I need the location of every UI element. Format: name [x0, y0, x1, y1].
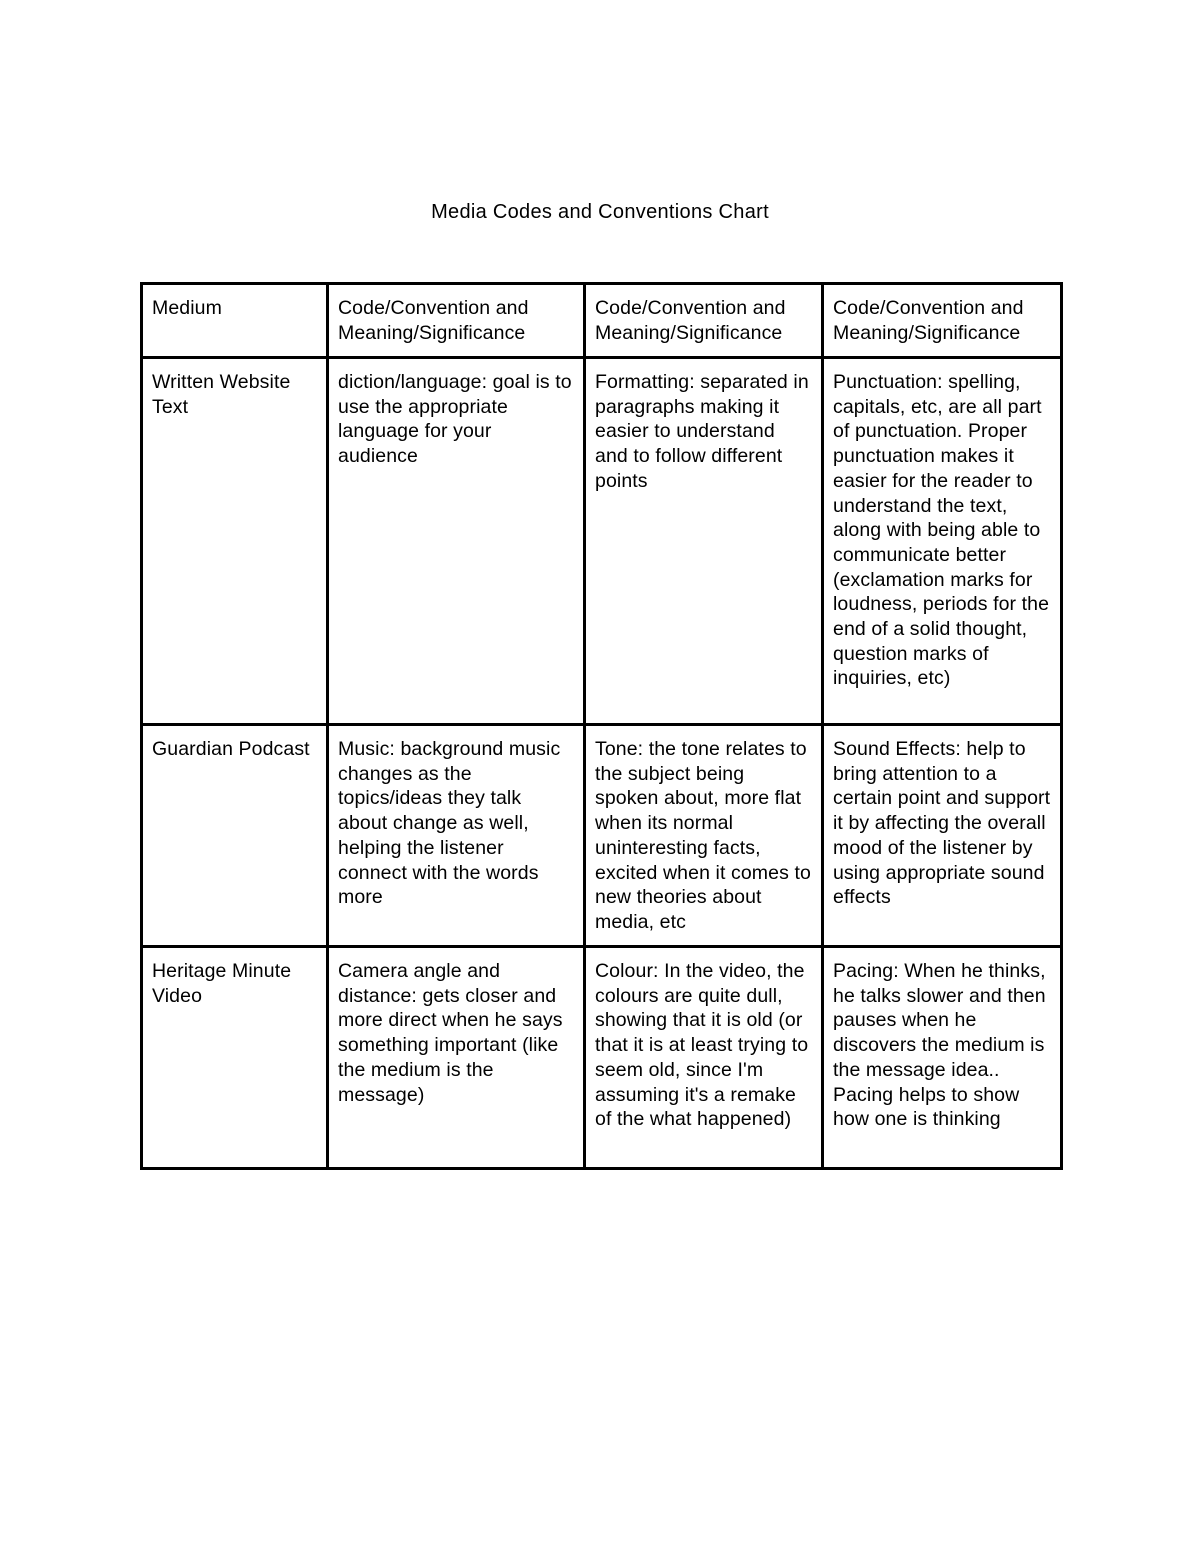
page-title: Media Codes and Conventions Chart [431, 201, 769, 223]
table-row-guardian-podcast [142, 725, 1062, 947]
table-cell-medium: Heritage Minute Video [142, 947, 328, 1169]
table-cell: Sound Effects: help to bring attention to a certain point and support it by affecting the overall mood of the listener by using appropriate sound effects [823, 725, 1062, 947]
header-cell-medium: Medium [142, 284, 328, 358]
header-cell-code-2: Code/Convention and Meaning/Significance [585, 284, 823, 358]
table-cell-medium: Guardian Podcast [142, 725, 328, 947]
table-cell: Colour: In the video, the colours are quite dull, showing that it is old (or that it is at least trying to seem old, since I'm assuming it's a remake of the what happened) [585, 947, 823, 1169]
table-header-row [142, 284, 1062, 358]
table-cell: Punctuation: spelling, capitals, etc, are all part of punctuation. Proper punctuation makes it easier for the reader to understand the text, along with being able to communicate better (exclamation marks for loudness, periods for the end of a solid thought, question marks of inquiries, etc) [823, 358, 1062, 725]
table-cell: diction/language: goal is to use the appropriate language for your audience [328, 358, 585, 725]
table-row-written-website-text [142, 358, 1062, 725]
table-cell: Formatting: separated in paragraphs making it easier to understand and to follow different points [585, 358, 823, 725]
table-cell: Camera angle and distance: gets closer and more direct when he says something important (like the medium is the message) [328, 947, 585, 1169]
table-row-heritage-minute-video [142, 947, 1062, 1169]
table-cell: Tone: the tone relates to the subject being spoken about, more flat when its normal uninteresting facts, excited when it comes to new theories about media, etc [585, 725, 823, 947]
codes-conventions-table [140, 282, 1063, 1170]
header-cell-code-3: Code/Convention and Meaning/Significance [823, 284, 1062, 358]
table-cell-medium: Written Website Text [142, 358, 328, 725]
header-cell-code-1: Code/Convention and Meaning/Significance [328, 284, 585, 358]
table-cell: Music: background music changes as the topics/ideas they talk about change as well, helping the listener connect with the words more [328, 725, 585, 947]
table-cell: Pacing: When he thinks, he talks slower and then pauses when he discovers the medium is the message idea.. Pacing helps to show how one is thinking [823, 947, 1062, 1169]
